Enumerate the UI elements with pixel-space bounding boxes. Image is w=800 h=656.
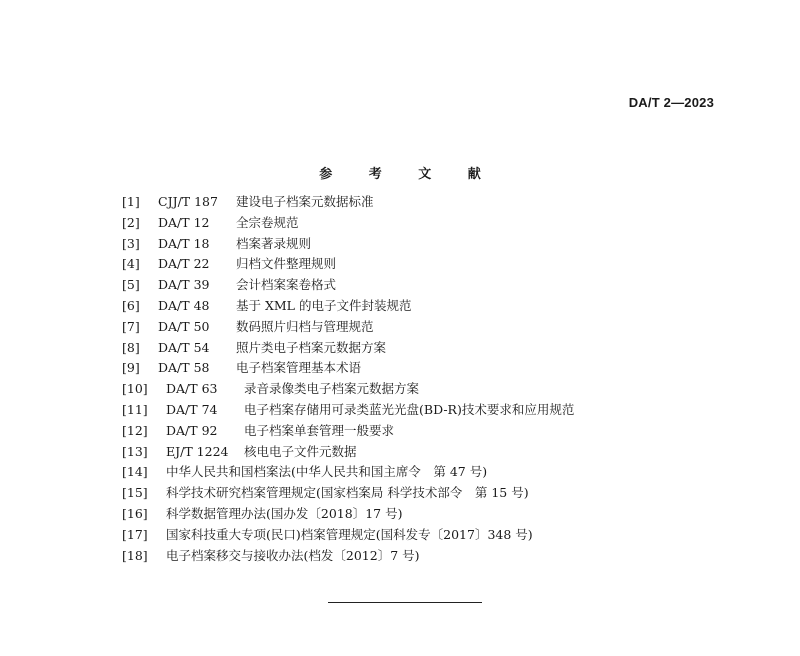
- reference-number: [4]: [122, 256, 140, 272]
- reference-title: 电子档案管理基本术语: [236, 360, 362, 376]
- reference-item: [122, 400, 722, 421]
- reference-item: [122, 275, 722, 296]
- reference-title: 核电电子文件元数据: [244, 443, 357, 459]
- reference-title: 全宗卷规范: [236, 214, 299, 230]
- reference-number: [5]: [122, 277, 140, 293]
- reference-number: [17]: [122, 526, 148, 542]
- reference-title: 国家科技重大专项(民口)档案管理规定(国科发专〔2017〕348 号): [166, 526, 533, 542]
- reference-item: [122, 192, 722, 213]
- reference-code: EJ/T 1224: [166, 443, 229, 459]
- reference-item: [122, 358, 722, 379]
- reference-item: [122, 442, 722, 463]
- reference-code: DA/T 74: [166, 401, 218, 417]
- reference-number: [12]: [122, 422, 148, 438]
- reference-code: DA/T 50: [158, 318, 210, 334]
- reference-item: [122, 546, 722, 567]
- reference-number: [6]: [122, 297, 140, 313]
- reference-item: [122, 234, 722, 255]
- reference-number: [18]: [122, 547, 148, 563]
- reference-code: DA/T 39: [158, 277, 210, 293]
- reference-number: [16]: [122, 505, 148, 521]
- reference-item: [122, 254, 722, 275]
- reference-code: DA/T 18: [158, 235, 210, 251]
- reference-title: 会计档案案卷格式: [236, 277, 337, 293]
- reference-title: 科学技术研究档案管理规定(国家档案局 科学技术部令 第 15 号): [166, 485, 529, 501]
- reference-number: [14]: [122, 464, 148, 480]
- reference-title: 科学数据管理办法(国办发〔2018〕17 号): [166, 505, 403, 521]
- reference-number: [2]: [122, 214, 140, 230]
- reference-title: 建设电子档案元数据标准: [236, 194, 374, 209]
- reference-title: 照片类电子档案元数据方案: [236, 339, 387, 355]
- reference-item: [122, 525, 722, 546]
- reference-item: [122, 338, 722, 359]
- reference-title: 电子档案存储用可录类蓝光光盘(BD-R)技术要求和应用规范: [244, 401, 575, 417]
- reference-number: [15]: [122, 485, 148, 501]
- reference-title: 电子档案单套管理一般要求: [244, 422, 395, 438]
- reference-item: [122, 317, 722, 338]
- reference-title: 电子档案移交与接收办法(档发〔2012〕7 号): [166, 547, 420, 563]
- reference-list: [122, 192, 722, 566]
- standard-code: DA/T 2—2023: [628, 95, 714, 110]
- reference-number: [8]: [122, 339, 140, 355]
- reference-code: DA/T 54: [158, 339, 210, 355]
- reference-title: 中华人民共和国档案法(中华人民共和国主席令 第 47 号): [166, 464, 488, 480]
- reference-number: [11]: [122, 401, 148, 417]
- reference-item: [122, 421, 722, 442]
- reference-code: CJJ/T 187: [158, 194, 218, 209]
- reference-title: 基于 XML 的电子文件封装规范: [236, 297, 412, 313]
- reference-number: [1]: [122, 194, 140, 209]
- reference-code: DA/T 12: [158, 214, 210, 230]
- reference-item: [122, 504, 722, 525]
- reference-title: 数码照片归档与管理规范: [236, 318, 374, 334]
- reference-code: DA/T 48: [158, 297, 210, 313]
- reference-item: [122, 213, 722, 234]
- reference-number: [7]: [122, 318, 140, 334]
- reference-item: [122, 296, 722, 317]
- reference-title: 录音录像类电子档案元数据方案: [244, 381, 420, 397]
- reference-code: DA/T 22: [158, 256, 210, 272]
- end-rule: [328, 602, 482, 603]
- section-heading: 参 考 文 献: [319, 167, 497, 182]
- reference-number: [13]: [122, 443, 148, 459]
- reference-code: DA/T 58: [158, 360, 210, 376]
- reference-code: DA/T 63: [166, 381, 218, 397]
- reference-code: DA/T 92: [166, 422, 218, 438]
- reference-title: 档案著录规则: [236, 235, 312, 251]
- reference-item: [122, 379, 722, 400]
- reference-item: [122, 462, 722, 483]
- reference-number: [9]: [122, 360, 140, 376]
- reference-item: [122, 483, 722, 504]
- reference-title: 归档文件整理规则: [236, 256, 337, 272]
- reference-number: [3]: [122, 235, 140, 251]
- reference-number: [10]: [122, 381, 148, 397]
